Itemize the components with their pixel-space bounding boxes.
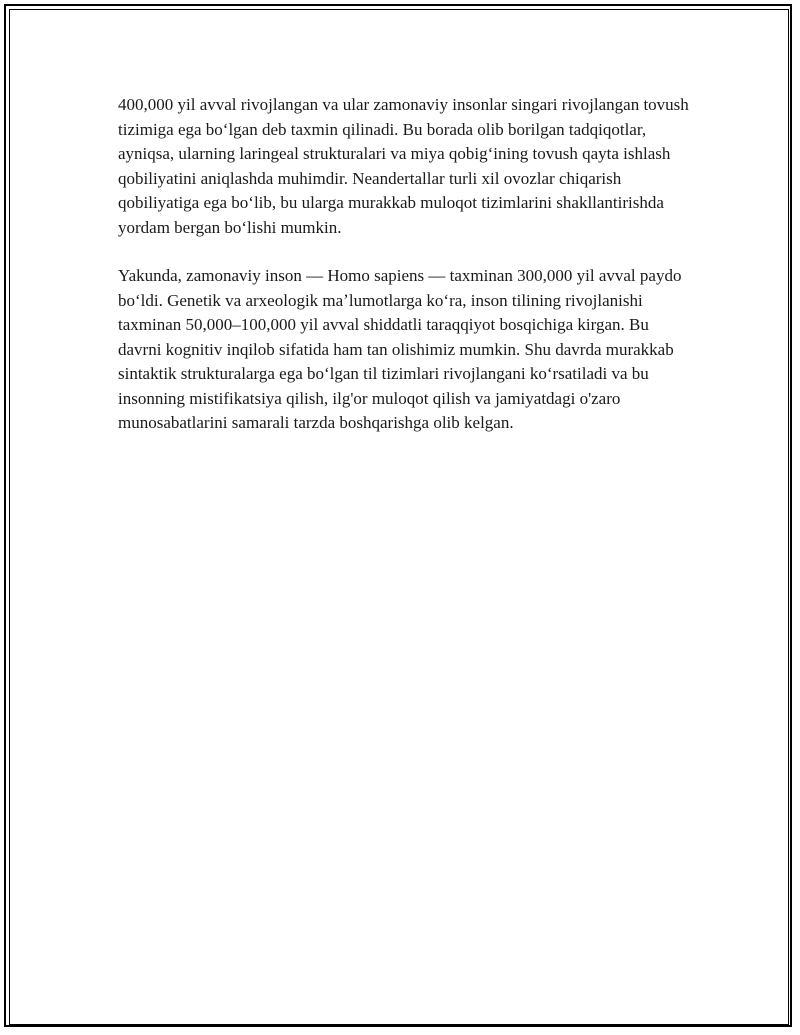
paragraph: Yakunda, zamonaviy inson — Homo sapiens — taxminan 300,000 yil avval paydo boʻldi. Genetik va arxeologik maʼlumotlarga koʻra, inson tilining rivojlanishi taxminan 50,000–100,000 yil avval shiddatli taraqqiyot bosqichiga kirgan. Bu davrni kognitiv inqilob sifatida ham tan olishimiz mumkin. Shu davrda murakkab sintaktik strukturalarga ega boʻlgan til tizimlari rivojlangani koʻrsatiladi va bu insonning mistifikatsiya qilish, ilg'or muloqot qilish va jamiyatdagi o'zaro munosabatlarini samarali tarzda boshqarishga olib kelgan. bbox=[118, 266, 682, 432]
paragraph: 400,000 yil avval rivojlangan va ular zamonaviy insonlar singari rivojlangan tovush tizimiga ega boʻlgan deb taxmin qilinadi. Bu borada olib borilgan tadqiqotlar, ayniqsa, ularning laringeal strukturalari va miya qobigʻining tovush qayta ishlash qobiliyatini aniqlashda muhimdir. Neandertallar turli xil ovozlar chiqarish qobiliyatiga ega boʻlib, bu ularga murakkab muloqot tizimlarini shakllantirishda yordam bergan boʻlishi mumkin. bbox=[118, 95, 689, 237]
document-body bbox=[118, 93, 693, 460]
